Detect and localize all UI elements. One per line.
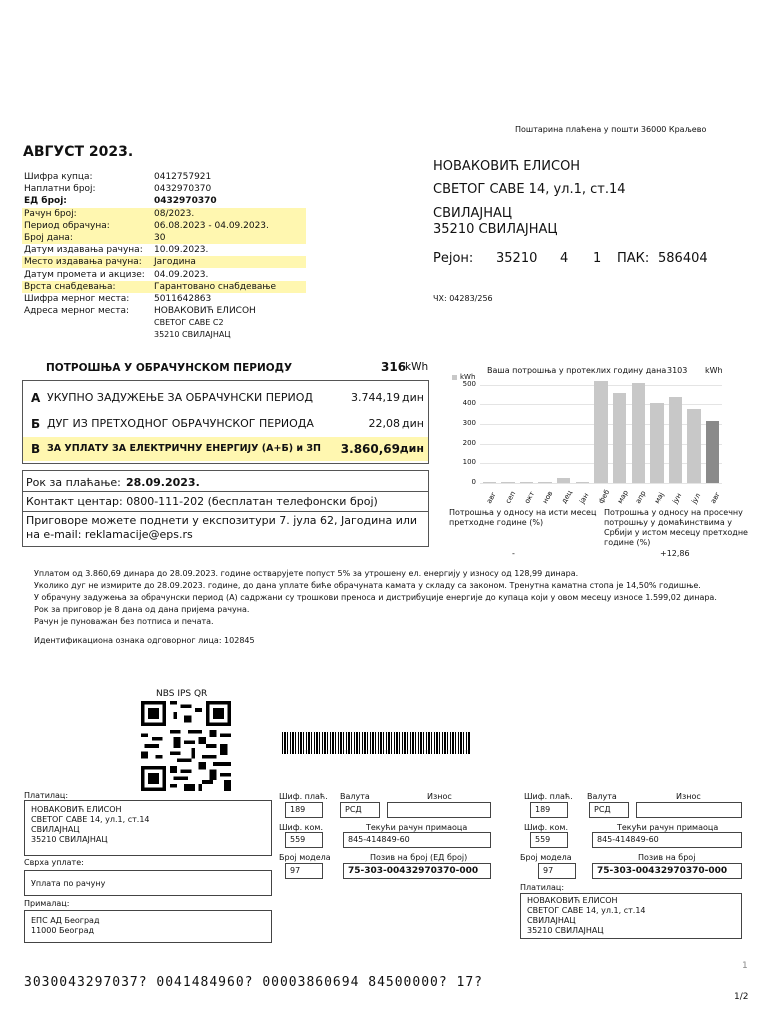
payer-label: Платилац: [24, 791, 69, 800]
compare-left-value: - [512, 549, 515, 558]
chart-bar [706, 421, 719, 483]
qr-label: NBS IPS QR [156, 689, 208, 699]
account-field[interactable]: 845-414849-60 [592, 832, 742, 848]
region-code: 35210 [496, 251, 538, 266]
info-label: Адреса мерног места: [24, 306, 130, 317]
divider [23, 511, 428, 512]
notes [34, 568, 717, 628]
pak-label: ПАК: [617, 251, 650, 266]
note-line: Уплатом од 3.860,69 динара до 28.09.2023. године остварујете попуст 5% за утрошену ел. енергију у износу од 128,99 динара. [34, 569, 579, 578]
divider [23, 491, 428, 492]
ocr-line: 3030043297037? 0041484960? 00003860694 84500000? 17? [24, 975, 483, 990]
purpose-label: Сврха уплате: [24, 858, 84, 867]
row-text: УКУПНО ЗАДУЖЕЊЕ ЗА ОБРАЧУНСКИ ПЕРИОД [47, 391, 314, 404]
region-sub-2: 1 [593, 251, 602, 266]
payer-line: НОВАКОВИЋ ЕЛИСОН [31, 805, 122, 814]
qr-code-icon [138, 701, 234, 791]
contact-center: Контакт центар: 0800-111-202 (бесплатан телефонски број) [26, 495, 378, 508]
summary-row-total [23, 437, 428, 461]
row-amount: 22,08 [368, 417, 400, 430]
com-code-field[interactable]: 559 [530, 832, 568, 848]
y-tick-label: 200 [462, 438, 476, 447]
x-tick-label: јан [578, 491, 591, 505]
note-line: Рок за приговор је 8 дана од дана пријема рачуна. [34, 605, 250, 614]
info-row [22, 244, 306, 256]
info-value: 0432970370 [154, 184, 212, 195]
currency-label: Валута [587, 792, 617, 801]
info-value: Јагодина [154, 257, 196, 268]
amount-field[interactable] [387, 802, 491, 818]
ident-note: Идентификациона ознака одговорног лица: 102845 [34, 636, 255, 645]
x-tick-label: нов [541, 489, 555, 505]
payer-line: СВИЛАЈНАЦ [527, 916, 576, 925]
ch-code: ЧХ: 04283/256 [433, 294, 493, 303]
slip-recipient-line: 11000 Београд [31, 926, 95, 935]
note-line: У обрачуну задужења за обрачунски период (А) садржани су трошкови преноса и дистрибуције енергије до купаца који у овом месецу износе 1.599,02 динара. [34, 593, 717, 602]
gridline [480, 483, 722, 484]
currency-field[interactable]: РСД [589, 802, 629, 818]
info-label: ЕД број: [24, 196, 67, 207]
info-row [22, 208, 306, 220]
info-row [22, 256, 306, 268]
info-row [22, 220, 306, 232]
amount-label: Износ [676, 792, 701, 801]
meter-address-line: 35210 СВИЛАЈНАЦ [154, 330, 231, 339]
consumption-value: 316 [381, 360, 407, 374]
chart-unit: kWh [705, 366, 723, 375]
recipient-street: СВЕТОГ САВЕ 14, ул.1, ст.14 [433, 182, 626, 197]
complaints-info: Приговоре можете поднети у експозитури 7. јула 62, Јагодина или на e-mail: reklamacije@eps.rs [26, 514, 418, 541]
row-currency: дин [402, 417, 424, 430]
payer-line: СВЕТОГ САВЕ 14, ул.1, ст.14 [31, 815, 150, 824]
consumption-label: ПОТРОШЊА У ОБРАЧУНСКОМ ПЕРИОДУ [46, 362, 293, 374]
ref-label: Позив на број [638, 853, 696, 862]
com-code-label: Шиф. ком. [279, 823, 323, 832]
due-label: Рок за плаћање: [26, 476, 121, 489]
payer-line: 35210 СВИЛАЈНАЦ [527, 926, 604, 935]
account-label: Текући рачун примаоца [366, 823, 468, 832]
postage-note: Поштарина плаћена у пошти 36000 Краљево [515, 125, 707, 134]
x-tick-label: мар [615, 488, 630, 505]
region-label: Рејон: [433, 251, 474, 266]
reference-field[interactable]: 75-303-00432970370-000 [592, 863, 742, 879]
account-label: Текући рачун примаоца [617, 823, 719, 832]
barcode-icon [282, 732, 470, 754]
info-label: Датум издавања рачуна: [24, 245, 143, 256]
note-line: Рачун је пуноважан без потписа и печата. [34, 617, 214, 626]
slip-recipient-label: Прималац: [24, 899, 70, 908]
note-line: Уколико дуг не измирите до 28.09.2023. године, до дана уплате биће обрачуната камата у складу са законом. Тренутна каматна стопа је 14,50% годишње. [34, 581, 701, 590]
info-value: Гарантовано снабдевање [154, 281, 277, 292]
contact-box [22, 470, 429, 547]
chart-bar [613, 393, 626, 483]
chart-title: Ваша потрошња у протеклих годину дана [487, 366, 667, 375]
info-row [22, 195, 306, 207]
recipient-zip-city: 35210 СВИЛАЈНАЦ [433, 222, 558, 237]
info-label: Шифра купца: [24, 172, 93, 182]
pak-code: 586404 [658, 251, 708, 266]
payment-code-field[interactable]: 189 [530, 802, 568, 818]
compare-right-label: Потрошња у односу на просечну потрошњу у домаћинствима у Србији у истом месецу претходне године (%) [604, 508, 748, 547]
slip-recipient-line: ЕПС АД Београд [31, 916, 100, 925]
x-tick-label: апр [634, 489, 648, 505]
info-label: Рачун број: [24, 208, 77, 219]
row-letter: А [31, 391, 41, 405]
page-number: 1/2 [734, 992, 749, 1002]
row-text: ЗА УПЛАТУ ЗА ЕЛЕКТРИЧНУ ЕНЕРГИЈУ (А+Б) и ЗП [47, 443, 322, 454]
chart-bar [576, 482, 589, 483]
info-value: 04.09.2023. [154, 269, 209, 280]
reference-field[interactable]: 75-303-00432970370-000 [343, 863, 491, 879]
x-tick-label: авг [485, 490, 499, 505]
info-row [22, 269, 306, 281]
chart-bar [538, 482, 551, 483]
info-row [22, 183, 306, 195]
bill-title: АВГУСТ 2023. [23, 144, 134, 160]
info-label: Наплатни број: [24, 184, 96, 195]
info-label: Место издавања рачуна: [24, 257, 142, 268]
row-amount: 3.860,69 [340, 442, 400, 456]
info-row [22, 171, 306, 183]
x-tick-label: окт [522, 490, 536, 505]
y-tick-label: 500 [462, 379, 476, 388]
info-row [22, 232, 306, 244]
info-value: НОВАКОВИЋ ЕЛИСОН [154, 306, 256, 317]
model-field[interactable]: 97 [285, 863, 323, 879]
amount-field[interactable] [636, 802, 742, 818]
chart-bar [557, 478, 570, 483]
info-label: Број дана: [24, 233, 73, 243]
chart-bar [650, 403, 663, 483]
chart-bar [483, 482, 496, 483]
row-amount: 3.744,19 [351, 391, 400, 404]
summary-row-b [23, 411, 428, 437]
chart-bar [669, 397, 682, 483]
summary-box [22, 380, 429, 464]
compare-right-value: +12,86 [660, 549, 690, 558]
info-row [22, 305, 306, 317]
info-value: 10.09.2023. [154, 245, 209, 256]
info-value: 0412757921 [154, 172, 212, 182]
region-sub-1: 4 [560, 251, 569, 266]
payment-code-field[interactable]: 189 [285, 802, 323, 818]
due-date: 28.09.2023. [126, 476, 200, 489]
x-tick-label: авг [708, 490, 722, 505]
row-text: ДУГ ИЗ ПРЕТХОДНОГ ОБРАЧУНСКОГ ПЕРИОДА [47, 417, 314, 430]
chart-bar [501, 482, 514, 483]
info-label: Период обрачуна: [24, 220, 110, 231]
y-tick-label: 400 [462, 399, 476, 408]
y-tick-label: 300 [462, 419, 476, 428]
amount-label: Износ [427, 792, 452, 801]
y-tick-label: 100 [462, 458, 476, 467]
info-row [22, 281, 306, 293]
consumption-unit: kWh [405, 361, 429, 373]
row-letter: Б [31, 417, 41, 431]
info-label: Врста снабдевања: [24, 281, 116, 292]
info-value: 08/2023. [154, 208, 195, 219]
currency-label: Валута [340, 792, 370, 801]
x-tick-label: сеп [503, 489, 518, 505]
chart-bar [632, 383, 645, 483]
chart-bar [594, 381, 607, 483]
model-field[interactable]: 97 [538, 863, 576, 879]
chart-total: 3103 [667, 366, 688, 375]
com-code-label: Шиф. ком. [524, 823, 568, 832]
info-row [22, 293, 306, 305]
currency-field[interactable]: РСД [340, 802, 380, 818]
payer-box-right [520, 893, 742, 939]
purpose-box [24, 870, 272, 896]
ref-label: Позив на број (ЕД број) [370, 853, 468, 862]
payer-line: СВИЛАЈНАЦ [31, 825, 80, 834]
x-tick-label: јул [690, 491, 703, 505]
footer-number: 1 [742, 961, 748, 971]
account-field[interactable]: 845-414849-60 [343, 832, 491, 848]
info-label: Шифра мерног места: [24, 294, 130, 304]
compare-left-label: Потрошња у односу на исти месец претходне године (%) [449, 508, 597, 527]
row-currency: дин [399, 442, 424, 455]
model-label: Број модела [520, 853, 572, 862]
info-value: 06.08.2023 - 04.09.2023. [154, 220, 269, 231]
payment-code-label: Шиф. плаћ. [524, 792, 573, 801]
com-code-field[interactable]: 559 [285, 832, 323, 848]
legend-label: kWh [460, 373, 476, 381]
model-label: Број модела [279, 853, 331, 862]
info-value: 5011642863 [154, 294, 212, 304]
payer-box [24, 800, 272, 856]
x-tick-label: мај [652, 491, 666, 505]
x-tick-label: феб [597, 488, 612, 505]
row-currency: дин [402, 391, 424, 404]
slip-recipient-box [24, 910, 272, 943]
x-tick-label: јун [671, 491, 684, 505]
payment-code-label: Шиф. плаћ. [279, 792, 328, 801]
chart-bar [687, 409, 700, 483]
purpose-text: Уплата по рачуну [31, 879, 106, 888]
x-tick-label: дец [559, 488, 574, 505]
payer-line: НОВАКОВИЋ ЕЛИСОН [527, 896, 618, 905]
recipient-city: СВИЛАЈНАЦ [433, 206, 512, 221]
summary-row-a [23, 385, 428, 411]
info-label: Датум промета и акцизе: [24, 269, 145, 280]
row-letter: В [31, 442, 41, 456]
payer-line: СВЕТОГ САВЕ 14, ул.1, ст.14 [527, 906, 646, 915]
recipient-name: НОВАКОВИЋ ЕЛИСОН [433, 159, 581, 174]
y-tick-label: 0 [471, 478, 476, 486]
payer-label: Платилац: [520, 883, 565, 892]
meter-address-line: СВЕТОГ САВЕ С2 [154, 318, 224, 327]
payer-line: 35210 СВИЛАЈНАЦ [31, 835, 108, 844]
chart-bar [520, 482, 533, 483]
info-value: 0432970370 [154, 196, 217, 207]
info-value: 30 [154, 233, 166, 243]
